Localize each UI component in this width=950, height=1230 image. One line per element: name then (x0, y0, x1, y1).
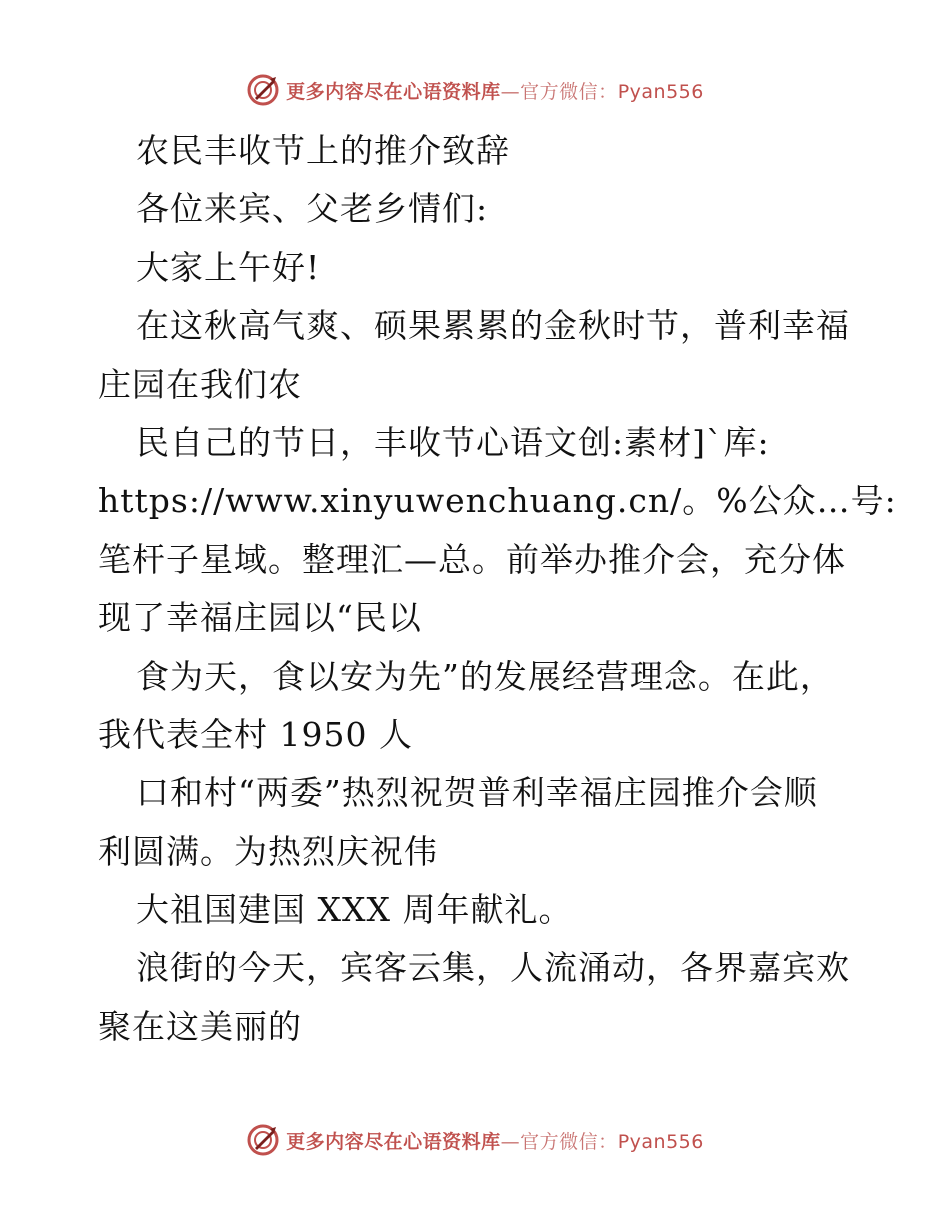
banner-prefix: 更多内容尽在心语资料库 (286, 1130, 501, 1153)
doc-line: 现了幸福庄园以“民以 (98, 598, 422, 638)
doc-line: 浪街的今天，宾客云集，人流涌动，各界嘉宾欢 (136, 948, 850, 988)
doc-line: 聚在这美丽的 (98, 1006, 302, 1046)
banner-handle: Pyan556 (617, 1130, 704, 1153)
doc-line: https://www.xinyuwenchuang.cn/。%公众…号: (98, 481, 897, 521)
banner-separator: —官方微信： (500, 80, 618, 103)
doc-line: 大家上午好! (136, 247, 321, 287)
doc-line: 民自己的节日，丰收节心语文创:素材]`库: (136, 422, 770, 462)
banner-separator: —官方微信： (500, 1130, 618, 1153)
banner-prefix: 更多内容尽在心语资料库 (286, 80, 501, 103)
doc-line: 在这秋高气爽、硕果累累的金秋时节，普利幸福 (136, 306, 850, 346)
footer-banner (0, 1120, 950, 1160)
doc-line: 大祖国建国 XXX 周年献礼。 (136, 890, 573, 930)
header-banner (0, 70, 950, 110)
doc-line: 庄园在我们农 (98, 364, 302, 404)
brand-logo-icon (246, 73, 280, 107)
doc-title: 农民丰收节上的推介致辞 (136, 131, 510, 170)
doc-line: 利圆满。为热烈庆祝伟 (98, 831, 438, 871)
brand-logo-icon (246, 1123, 280, 1157)
banner-handle: Pyan556 (617, 80, 704, 103)
doc-line: 各位来宾、父老乡情们: (136, 189, 489, 229)
doc-line: 笔杆子星域。整理汇—总。前举办推介会，充分体 (98, 539, 846, 579)
document-body (98, 122, 897, 1056)
doc-line: 食为天，食以安为先”的发展经营理念。在此， (136, 656, 834, 696)
doc-line: 口和村“两委”热烈祝贺普利幸福庄园推介会顺 (136, 773, 818, 813)
doc-line: 我代表全村 1950 人 (98, 714, 413, 754)
banner-text (286, 77, 704, 104)
banner-text (286, 1127, 704, 1154)
